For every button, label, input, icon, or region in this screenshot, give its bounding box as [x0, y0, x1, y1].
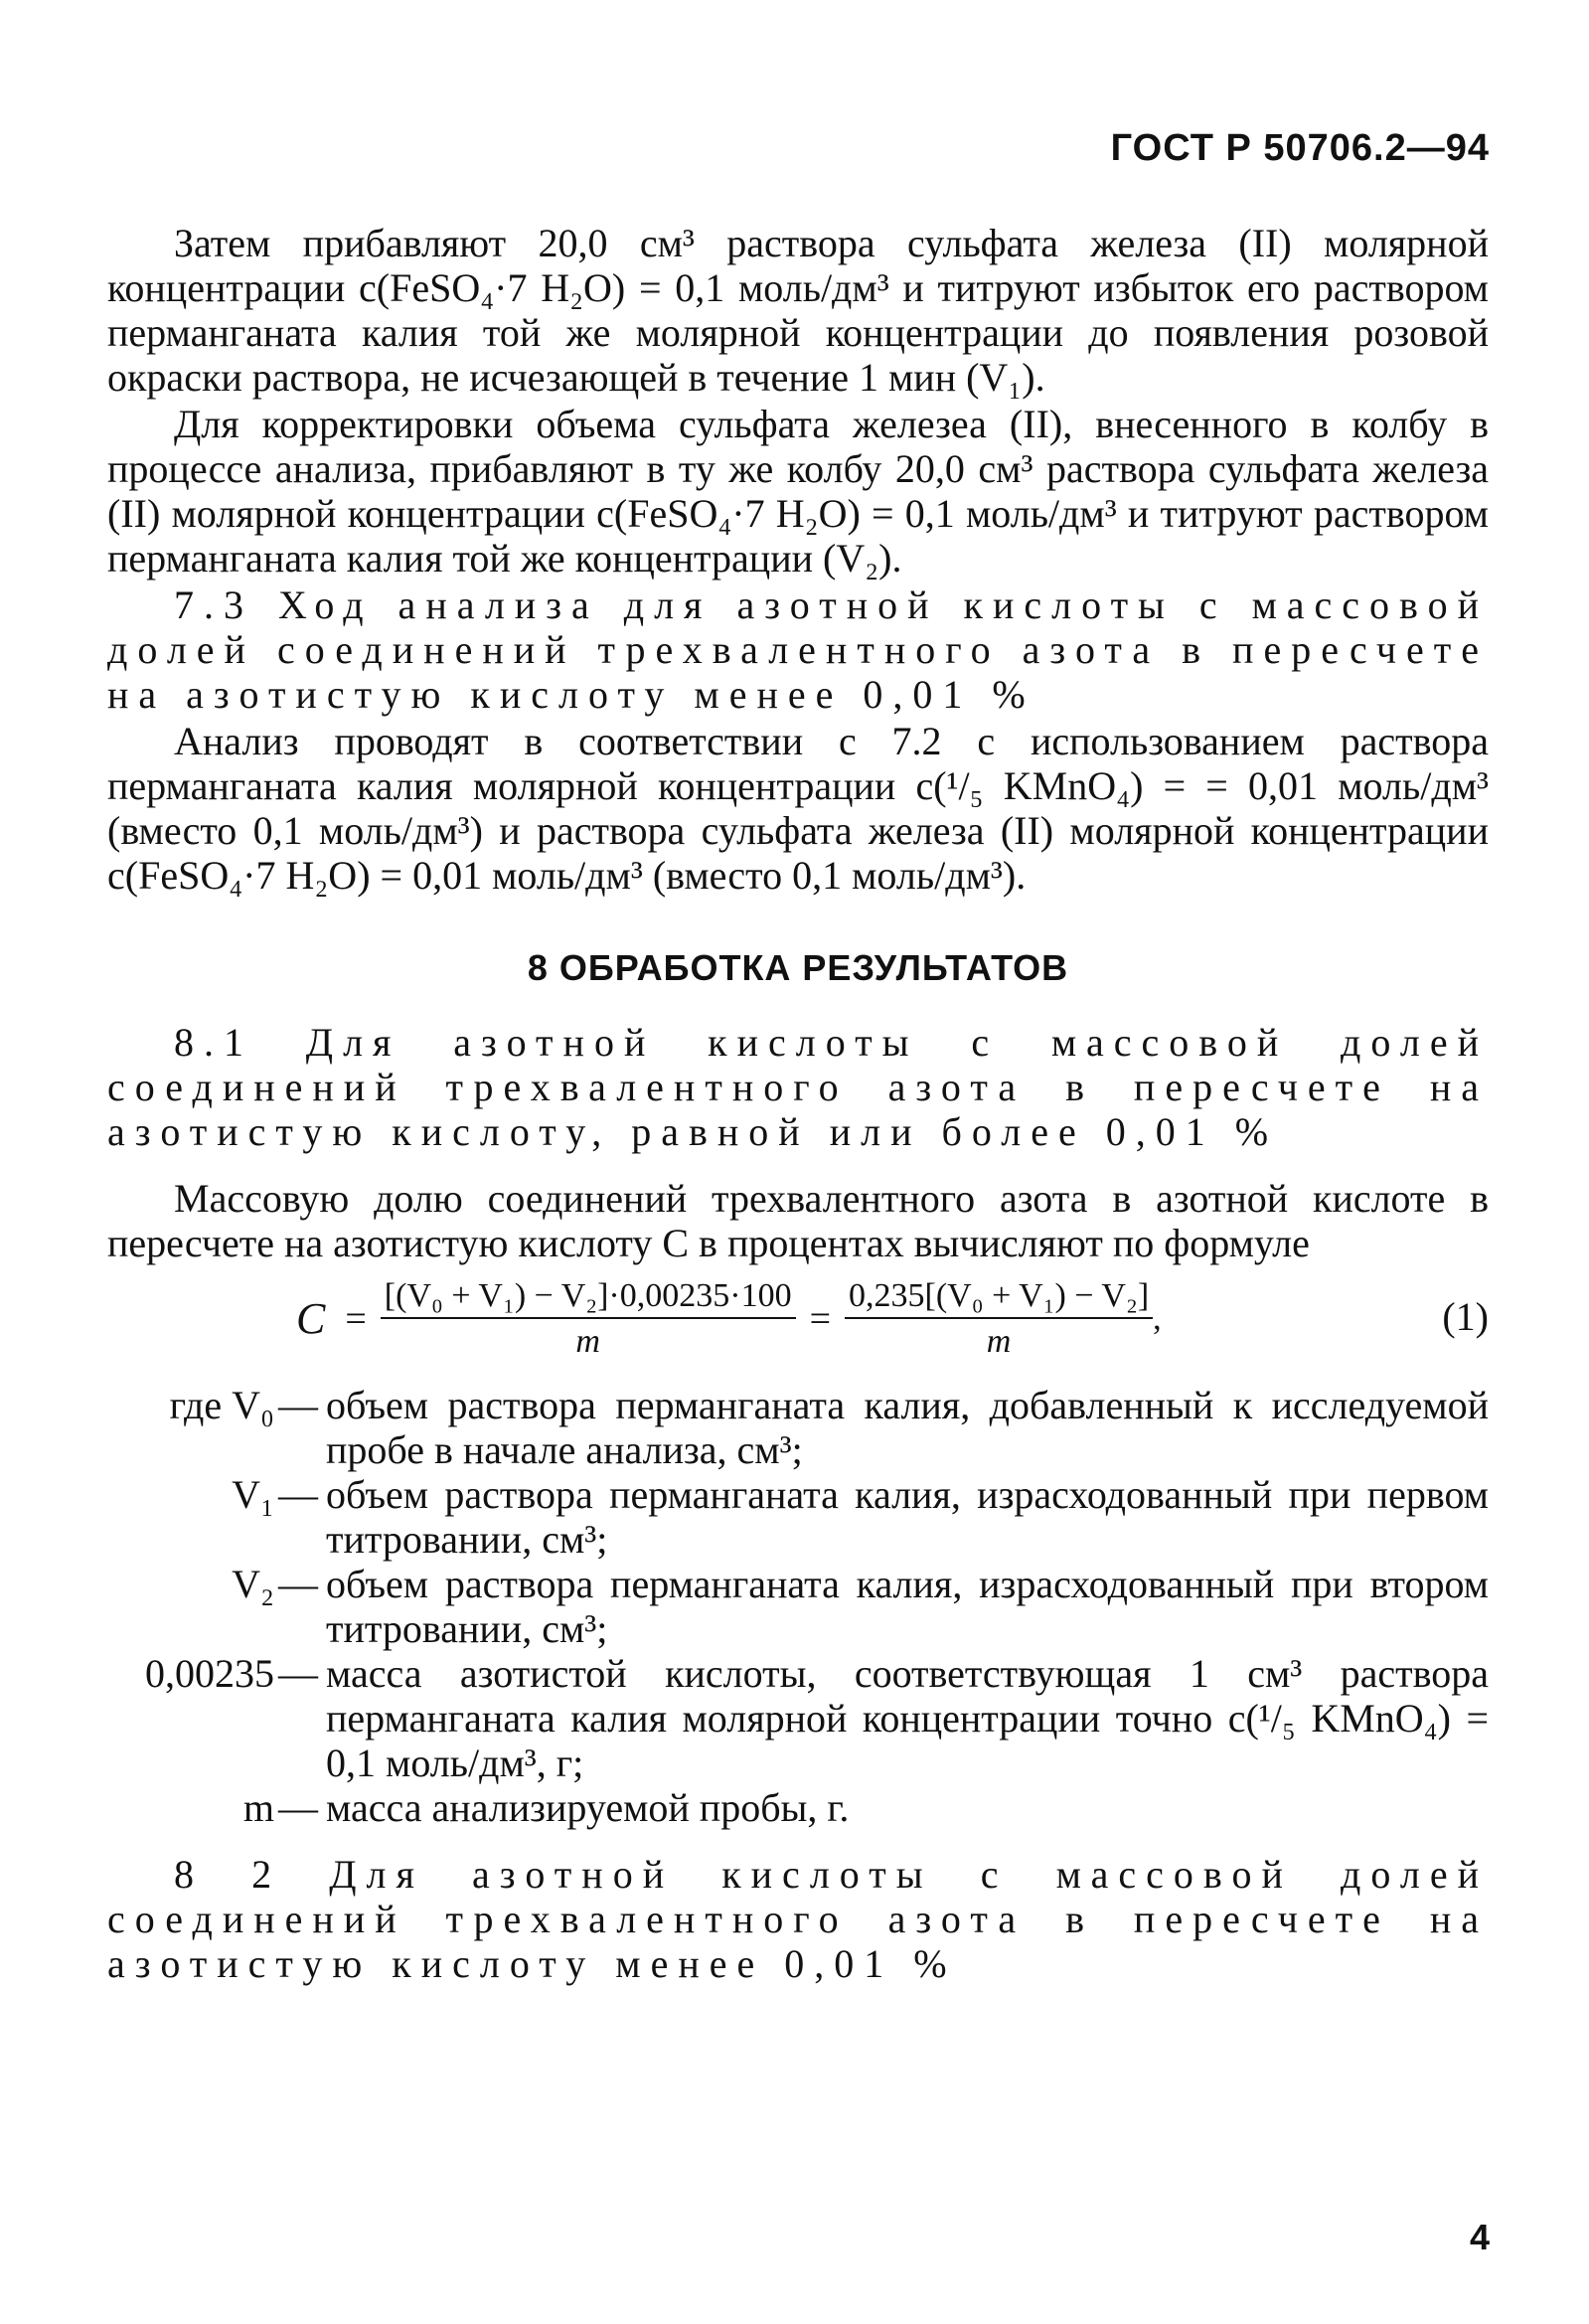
formula-equals-2: =	[809, 1298, 832, 1340]
definition-text: объем раствора перманганата калия, израсходованный при втором титровании, см³;	[326, 1562, 1489, 1651]
definition-symbol: m	[242, 1785, 274, 1830]
subsection-8-2-heading: 8 2 Для азотной кислоты с массовой долей соединений трехвалентного азота в пересчете на азотистую кислоту менее 0,01 %	[107, 1852, 1489, 1986]
subsection-8-1-intro: Массовую долю соединений трехвалентного азота в азотной кислоте в пересчете на азотистую кислоту C в процентах вычисляют по формуле	[107, 1176, 1489, 1265]
formula-denominator-1: m	[575, 1323, 600, 1360]
formula-number: (1)	[1442, 1294, 1489, 1339]
formula-comma: ,	[1153, 1300, 1162, 1337]
page-number: 4	[1469, 2217, 1490, 2257]
variable-definitions	[107, 1383, 1489, 1830]
section-title: 8 ОБРАБОТКА РЕЗУЛЬТАТОВ	[527, 947, 1069, 988]
definition-text: масса азотистой кислоты, соответствующая 1 см³ раствора перманганата калия молярной концентрации точно c(¹/₅ KMnO₄) = 0,1 моль/дм³, г;	[326, 1651, 1489, 1785]
page-body	[107, 221, 1489, 1986]
definition-text: масса анализируемой пробы, г.	[326, 1785, 850, 1830]
definition-text: объем раствора перманганата калия, израсходованный при первом титровании, см³;	[326, 1472, 1489, 1562]
document-header: ГОСТ Р 50706.2—94	[1110, 127, 1490, 169]
definition-m	[107, 1785, 1489, 1830]
definition-v1	[107, 1472, 1489, 1562]
definition-symbol: где V₀	[169, 1383, 274, 1427]
definition-symbol: V₂	[232, 1562, 274, 1606]
subsection-7-3-heading: 7.3 Ход анализа для азотной кислоты с массовой долей соединений трехвалентного азота в пересчете на азотистую кислоту менее 0,01 %	[107, 582, 1489, 717]
definition-v0	[107, 1383, 1489, 1472]
formula-lhs: C	[296, 1294, 326, 1343]
definition-text: объем раствора перманганата калия, добавленный к исследуемой пробе в начале анализа, см³;	[326, 1383, 1489, 1472]
formula-fraction-2	[845, 1279, 1153, 1359]
formula-fraction-1	[381, 1279, 796, 1359]
definition-dash: —	[278, 1472, 318, 1517]
formula-numerator-2: 0,235[(V₀ + V₁) − V₂]	[845, 1279, 1153, 1319]
definition-dash: —	[278, 1562, 318, 1606]
formula-1	[107, 1269, 1489, 1377]
definition-v2	[107, 1562, 1489, 1651]
paragraph-7-3-body: Анализ проводят в соответствии с 7.2 с использованием раствора перманганата калия молярной концентрации c(¹/₅ KMnO₄) = = 0,01 моль/дм³ (вместо 0,1 моль/дм³) и раствора сульфата железа (II) молярной концентрации c(FeSO₄·7 H₂O) = 0,01 моль/дм³ (вместо 0,1 моль/дм³).	[107, 719, 1489, 898]
definition-dash: —	[278, 1785, 318, 1830]
definition-symbol: V₁	[232, 1472, 274, 1517]
formula-equals-1: =	[345, 1298, 367, 1340]
definition-dash: —	[278, 1651, 318, 1696]
subsection-8-1-heading: 8.1 Для азотной кислоты с массовой долей соединений трехвалентного азота в пересчете на азотистую кислоту, равной или более 0,01 %	[107, 1020, 1489, 1154]
formula-denominator-2: m	[986, 1323, 1012, 1360]
paragraph-titration-2: Для корректировки объема сульфата железеа (II), внесенного в колбу в процессе анализа, прибавляют в ту же колбу 20,0 см³ раствора сульфата железа (II) молярной концентрации c(FeSO₄·7 H₂O) = 0,1 моль/дм³ и титруют раствором перманганата калия той же концентрации (V₂).	[107, 402, 1489, 581]
formula-numerator-1: [(V₀ + V₁) − V₂]·0,00235·100	[381, 1279, 796, 1319]
definition-symbol: 0,00235	[145, 1651, 274, 1696]
definition-coefficient	[91, 1651, 1489, 1785]
definition-dash: —	[278, 1383, 318, 1427]
paragraph-titration-1: Затем прибавляют 20,0 см³ раствора сульфата железа (II) молярной концентрации c(FeSO₄·7 H₂O) = 0,1 моль/дм³ и титруют избыток его раствором перманганата калия той же молярной концентрации до появления розовой окраски раствора, не исчезающей в течение 1 мин (V₁).	[107, 221, 1489, 400]
